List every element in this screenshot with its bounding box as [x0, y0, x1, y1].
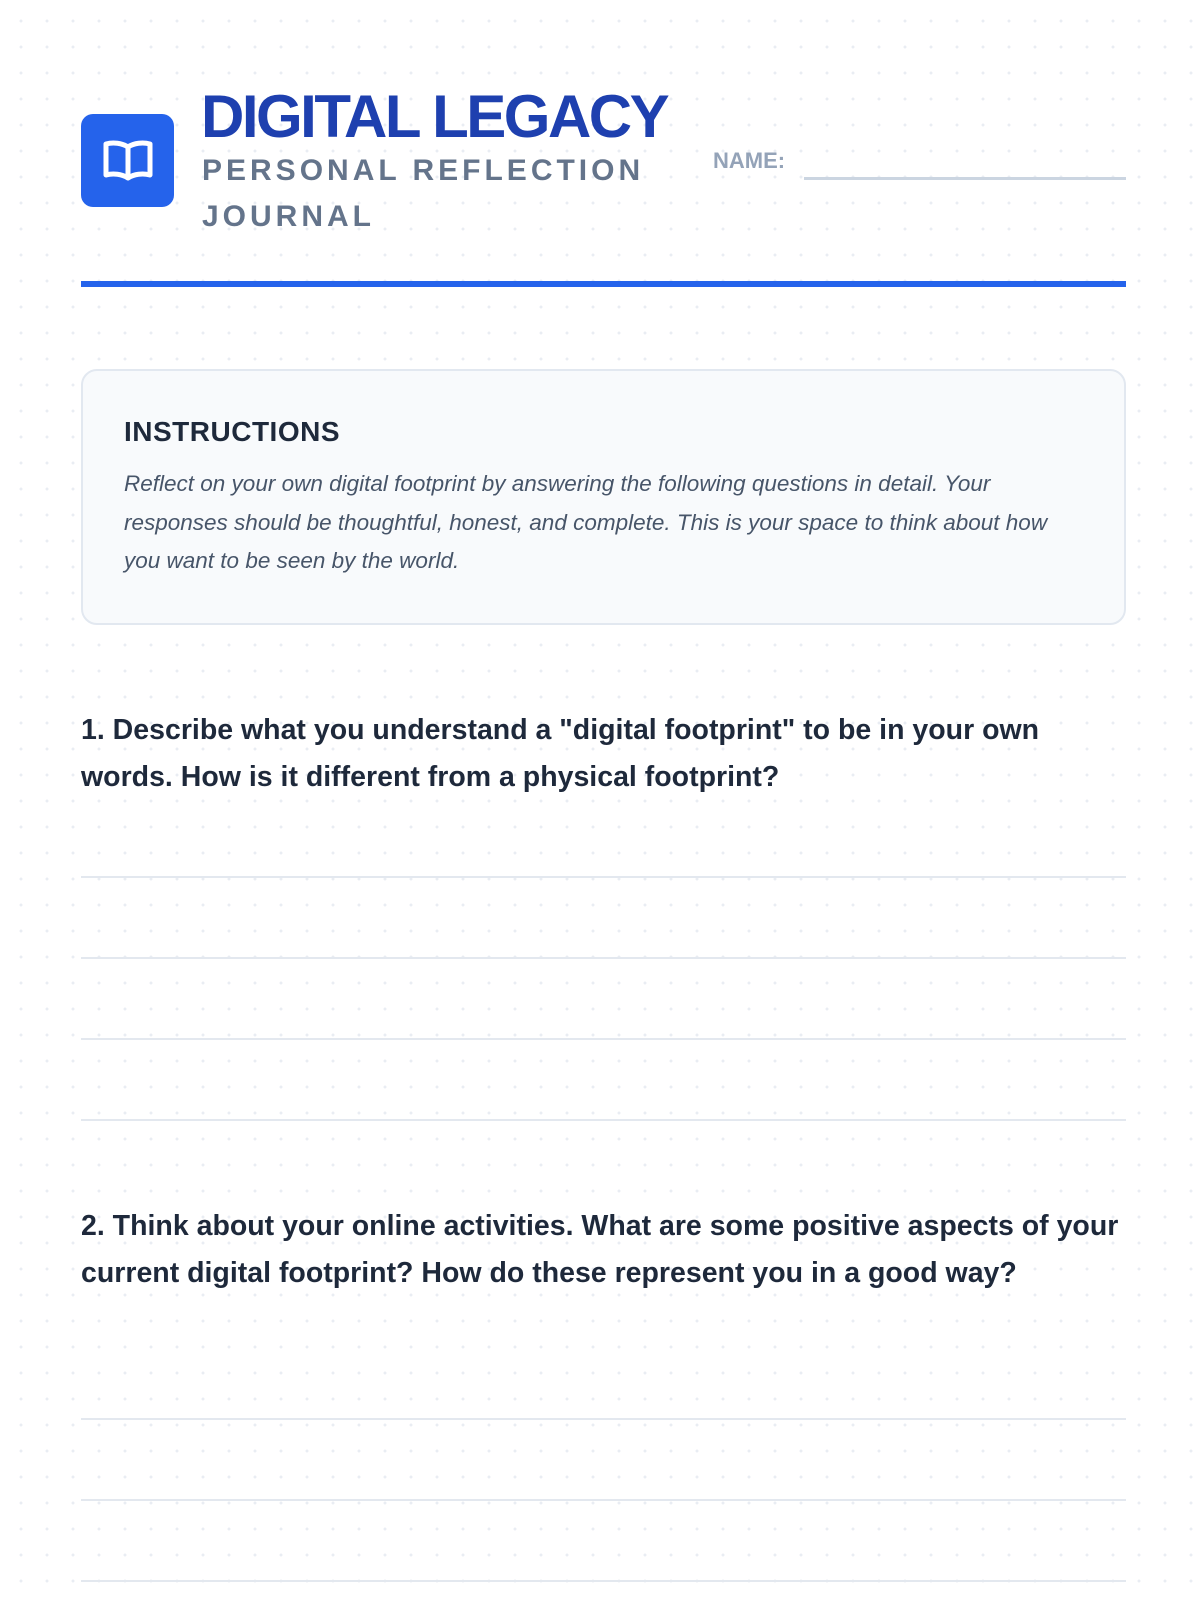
page-title: DIGITAL LEGACY	[201, 83, 668, 150]
answer-line[interactable]	[81, 957, 1126, 959]
header-divider	[81, 281, 1126, 287]
answer-line[interactable]	[81, 1499, 1126, 1501]
answer-line[interactable]	[81, 876, 1126, 878]
answer-line[interactable]	[81, 1119, 1126, 1121]
open-book-icon	[102, 138, 154, 184]
logo	[81, 114, 174, 207]
instructions-text: Reflect on your own digital footprint by answering the following questions in detail. Your responses should be thoughtful, honest, and complete. This is your space to think about how you want to be seen by the world.	[124, 471, 1048, 573]
answer-line[interactable]	[81, 1580, 1126, 1582]
instructions-box	[81, 369, 1126, 625]
page-header	[81, 80, 1126, 280]
page-subtitle: PERSONAL REFLECTION JOURNAL	[202, 154, 645, 233]
answer-line[interactable]	[81, 1038, 1126, 1040]
name-field[interactable]	[804, 177, 1126, 180]
name-label: NAME:	[713, 148, 786, 173]
question-2: 2. Think about your online activities. What are some positive aspects of your current digital footprint? How do these represent you in a good way?	[81, 1210, 1119, 1289]
question-1: 1. Describe what you understand a "digital footprint" to be in your own words. How is it different from a physical footprint?	[81, 714, 1040, 793]
instructions-title: INSTRUCTIONS	[124, 416, 340, 447]
answer-line[interactable]	[81, 1418, 1126, 1420]
